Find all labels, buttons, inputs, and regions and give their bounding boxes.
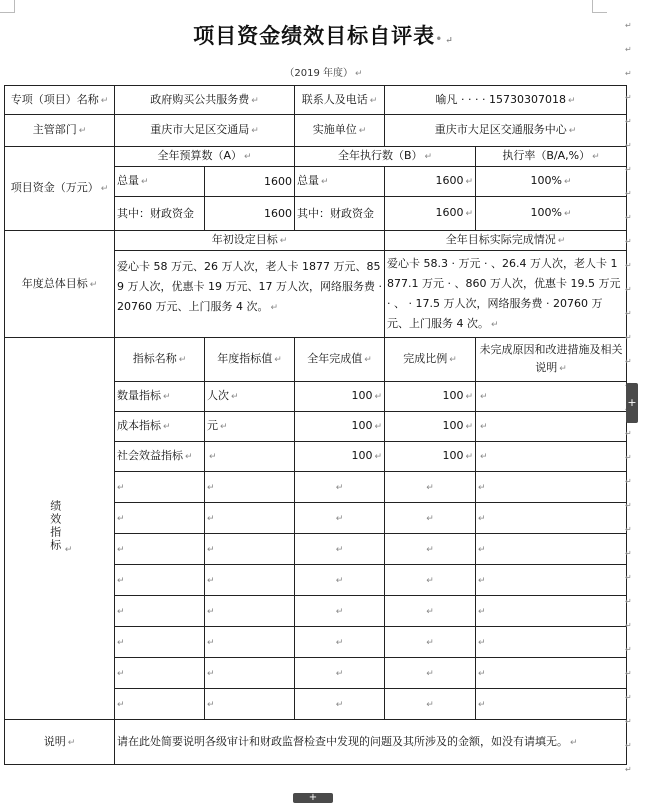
page-margin-marks: ↵ ↵ ↵ ↵ ↵ ↵ ↵ ↵ ↵ ↵ ↵ ↵ ↵ ↵ ↵ ↵ ↵ ↵ ↵ ↵ ↵ ↵ ↵ ↵ ↵ ↵ ↵ ↵ ↵ ↵ (625, 21, 632, 774)
ind-ratio[interactable]: 100 ↵ (385, 412, 476, 442)
self-evaluation-table (4, 85, 627, 765)
empty-cell[interactable]: ↵ (476, 565, 627, 596)
ind-complete[interactable]: 100 ↵ (295, 412, 385, 442)
empty-cell[interactable]: ↵ (295, 503, 385, 534)
ind-name: 数量指标 ↵ (115, 382, 205, 412)
fiscal-exec[interactable]: 1600 ↵ (385, 197, 476, 231)
page-corner-mark-left (0, 0, 15, 13)
add-column-button[interactable] (626, 383, 638, 423)
ind-reason[interactable]: ↵ (476, 442, 627, 472)
empty-cell[interactable]: ↵ (476, 534, 627, 565)
department-row (5, 115, 627, 147)
total-exec[interactable]: 1600 ↵ (385, 167, 476, 197)
empty-cell[interactable]: ↵ (476, 627, 627, 658)
ind-ratio[interactable]: 100 ↵ (385, 442, 476, 472)
empty-cell[interactable]: ↵ (385, 472, 476, 503)
annual-goal-header-row (5, 231, 627, 251)
funds-label: 项目资金（万元） ↵ (5, 147, 115, 231)
ind-annual[interactable]: ↵ (205, 442, 295, 472)
contact-label: 联系人及电话 ↵ (295, 86, 385, 115)
note-label: 说明 ↵ (5, 720, 115, 765)
ind-name: 社会效益指标 ↵ (115, 442, 205, 472)
indicator-header-row (5, 338, 627, 382)
project-name-label: 专项（项目）名称 ↵ (5, 86, 115, 115)
empty-cell[interactable]: ↵ (476, 689, 627, 720)
ind-name: 成本指标 ↵ (115, 412, 205, 442)
ind-complete[interactable]: 100 ↵ (295, 382, 385, 412)
year-label: （2019 年度） ↵ (284, 68, 363, 79)
contact-value[interactable]: 喻凡 · · · · 15730307018 ↵ (385, 86, 627, 115)
ind-complete-header: 全年完成值 ↵ (295, 338, 385, 382)
ind-annual[interactable]: 元 ↵ (205, 412, 295, 442)
empty-cell[interactable]: ↵ (205, 565, 295, 596)
empty-cell[interactable]: ↵ (115, 658, 205, 689)
empty-cell[interactable]: ↵ (295, 689, 385, 720)
anchor-mark: • (435, 32, 444, 46)
ind-reason[interactable]: ↵ (476, 382, 627, 412)
empty-cell[interactable]: ↵ (295, 565, 385, 596)
total-rate[interactable]: 100% ↵ (476, 167, 627, 197)
empty-cell[interactable]: ↵ (205, 534, 295, 565)
empty-cell[interactable]: ↵ (205, 472, 295, 503)
add-row-button[interactable] (293, 793, 333, 803)
exec-header: 全年执行数（B） ↵ (295, 147, 476, 167)
plus-icon: + (627, 396, 637, 409)
fiscal-budget[interactable]: 1600 (205, 197, 295, 231)
empty-cell[interactable]: ↵ (115, 689, 205, 720)
empty-cell[interactable]: ↵ (295, 658, 385, 689)
project-name-row (5, 86, 627, 115)
total-label: 总量 ↵ (115, 167, 205, 197)
total-budget[interactable]: 1600 (205, 167, 295, 197)
empty-cell[interactable]: ↵ (115, 565, 205, 596)
fiscal-exec-label: 其中：财政资金 (295, 197, 385, 231)
empty-cell[interactable]: ↵ (115, 596, 205, 627)
ind-reason-header: 未完成原因和改进措施及相关说明 ↵ (476, 338, 627, 382)
indicator-section-label: 绩效指标 ↵ (5, 338, 115, 720)
fiscal-rate[interactable]: 100% ↵ (476, 197, 627, 231)
empty-cell[interactable]: ↵ (205, 658, 295, 689)
empty-cell[interactable]: ↵ (115, 627, 205, 658)
ind-name-header: 指标名称 ↵ (115, 338, 205, 382)
project-name-value[interactable]: 政府购买公共服务费 ↵ (115, 86, 295, 115)
actual-text[interactable]: 爱心卡 58.3 · 万元 · 、26.4 万人次，老人卡 1877.1 万元 · 、860 万人次，优惠卡 19.5 万元 · 、 · 17.5 万人次，网络服务费 · 20760 万元、上门服务 4 次。 ↵ (385, 251, 627, 338)
empty-cell[interactable]: ↵ (385, 534, 476, 565)
rate-header: 执行率（B/A,%） ↵ (476, 147, 627, 167)
annual-goal-label: 年度总体目标 ↵ (5, 231, 115, 338)
empty-cell[interactable]: ↵ (115, 503, 205, 534)
empty-cell[interactable]: ↵ (385, 658, 476, 689)
initial-goal-text[interactable]: 爱心卡 58 万元、26 万人次，老人卡 1877 万元、859 万人次，优惠卡 19 万元、17 万人次，网络服务费 · 20760 万元、上门服务 4 次。 ↵ (115, 251, 385, 338)
page-corner-mark-right (592, 0, 607, 13)
note-text[interactable]: 请在此处简要说明各级审计和财政监督检查中发现的问题及其所涉及的金额，如没有请填无。 ↵ (115, 720, 627, 765)
empty-cell[interactable]: ↵ (205, 689, 295, 720)
ind-reason[interactable]: ↵ (476, 412, 627, 442)
empty-cell[interactable]: ↵ (295, 534, 385, 565)
ind-annual[interactable]: 人次 ↵ (205, 382, 295, 412)
note-row (5, 720, 627, 765)
budget-header: 全年预算数（A） ↵ (115, 147, 295, 167)
ind-complete[interactable]: 100 ↵ (295, 442, 385, 472)
fiscal-label: 其中：财政资金 (115, 197, 205, 231)
dept-value[interactable]: 重庆市大足区交通局 ↵ (115, 115, 295, 147)
empty-cell[interactable]: ↵ (385, 627, 476, 658)
empty-cell[interactable]: ↵ (205, 503, 295, 534)
ind-ratio-header: 完成比例 ↵ (385, 338, 476, 382)
empty-cell[interactable]: ↵ (385, 689, 476, 720)
empty-cell[interactable]: ↵ (115, 472, 205, 503)
empty-cell[interactable]: ↵ (476, 503, 627, 534)
impl-value[interactable]: 重庆市大足区交通服务中心 ↵ (385, 115, 627, 147)
ind-annual-header: 年度指标值 ↵ (205, 338, 295, 382)
empty-cell[interactable]: ↵ (476, 658, 627, 689)
actual-header: 全年目标实际完成情况 ↵ (385, 231, 627, 251)
empty-cell[interactable]: ↵ (205, 627, 295, 658)
empty-cell[interactable]: ↵ (476, 472, 627, 503)
empty-cell[interactable]: ↵ (476, 596, 627, 627)
impl-label: 实施单位 ↵ (295, 115, 385, 147)
empty-cell[interactable]: ↵ (295, 472, 385, 503)
funds-header-row (5, 147, 627, 167)
plus-icon: + (308, 792, 318, 803)
document-title: 项目资金绩效目标自评表• ↵ (193, 23, 454, 48)
ind-ratio[interactable]: 100 ↵ (385, 382, 476, 412)
empty-cell[interactable]: ↵ (295, 627, 385, 658)
dept-label: 主管部门 ↵ (5, 115, 115, 147)
empty-cell[interactable]: ↵ (385, 596, 476, 627)
empty-cell[interactable]: ↵ (115, 534, 205, 565)
empty-cell[interactable]: ↵ (205, 596, 295, 627)
empty-cell[interactable]: ↵ (385, 503, 476, 534)
total-exec-label: 总量 ↵ (295, 167, 385, 197)
initial-goal-header: 年初设定目标 ↵ (115, 231, 385, 251)
empty-cell[interactable]: ↵ (295, 596, 385, 627)
empty-cell[interactable]: ↵ (385, 565, 476, 596)
